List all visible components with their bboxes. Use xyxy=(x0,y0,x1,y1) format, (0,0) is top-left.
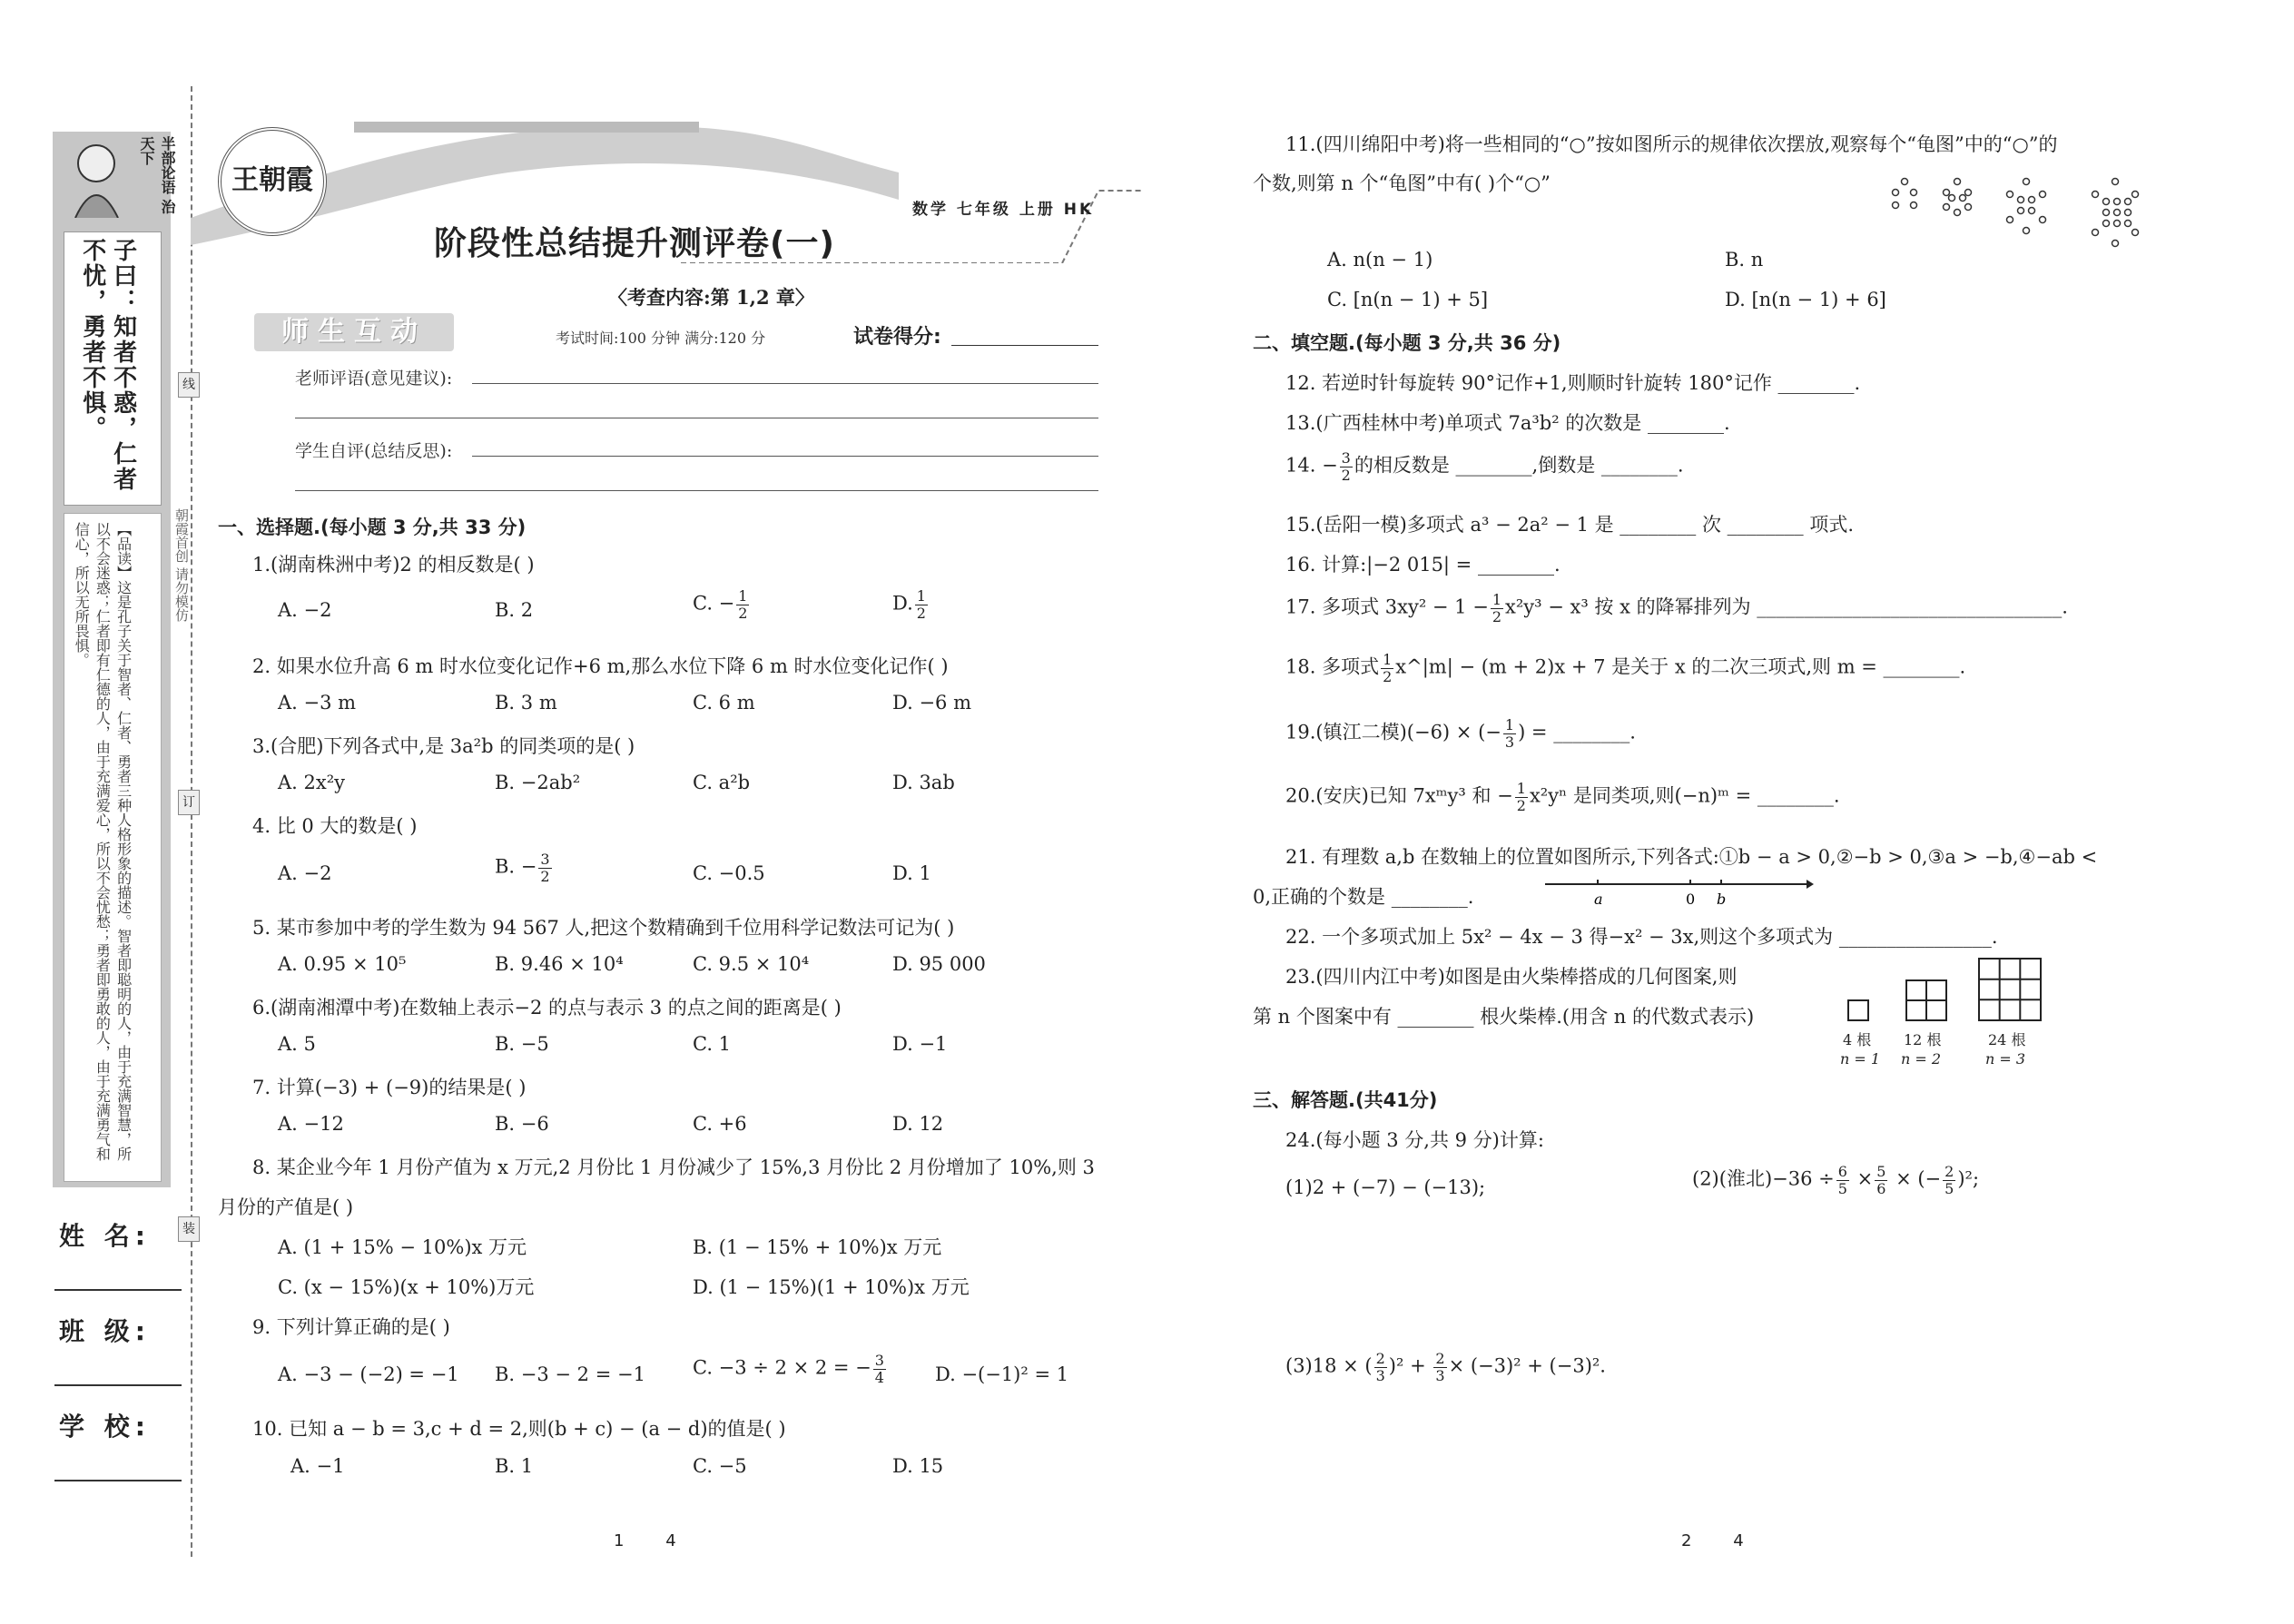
q6-d: D. −1 xyxy=(892,1033,948,1055)
motto-text: 子曰：知者不惑，仁者不忧，勇者不惧。 xyxy=(78,238,137,492)
q6-c: C. 1 xyxy=(693,1033,732,1055)
q19: 19.(镇江二模)(−6) × (− $\frac{1}{3}$ ) = ________. xyxy=(1285,716,1636,751)
q8-b: B. (1 − 15% + 10%)x 万元 xyxy=(693,1236,942,1258)
match-label-3: 24 根 xyxy=(1988,1031,2026,1048)
q10: 10. 已知 a − b = 3,c + d = 2,则(b + c) − (a − d)的值是( ) xyxy=(252,1418,786,1440)
q21: 21. 有理数 a,b 在数轴上的位置如图所示,下列各式:①b − a > 0,②−b > 0,③a > −b,④−ab < xyxy=(1285,846,2098,868)
class-label: 班 级: xyxy=(59,1316,151,1346)
q5-b: B. 9.46 × 10⁴ xyxy=(495,953,624,975)
q9-a: A. −3 − (−2) = −1 xyxy=(278,1363,459,1385)
axis-label-a: a xyxy=(1594,891,1603,908)
q8-a: A. (1 + 15% − 10%)x 万元 xyxy=(278,1236,527,1258)
subject-line: 数学 七年级 上册 HK xyxy=(912,201,1095,219)
q21-cont: 0,正确的个数是 ________. xyxy=(1253,886,1474,908)
q11-cont: 个数,则第 n 个“龟图”中有( )个“○” xyxy=(1253,172,1551,194)
q5-c: C. 9.5 × 10⁴ xyxy=(693,953,810,975)
q24-2: (2)(淮北)−36 ÷ $\frac{6}{5}$ × $\frac{5}{6}$ × (− $\frac{2}{5}$ )²; xyxy=(1692,1163,1980,1197)
q24: 24.(每小题 3 分,共 9 分)计算: xyxy=(1285,1129,1544,1151)
q3-b: B. −2ab² xyxy=(495,772,581,793)
q1-d: D. $\frac{1}{2}$ xyxy=(892,587,926,622)
name-field[interactable] xyxy=(54,1289,182,1291)
q7: 7. 计算(−3) + (−9)的结果是( ) xyxy=(252,1077,527,1098)
q10-a: A. −1 xyxy=(290,1455,345,1477)
side-note: 朝霞首创 请勿模仿 xyxy=(173,508,190,622)
q5: 5. 某市参加中考的学生数为 94 567 人,把这个数精确到千位用科学记数法可记为( ) xyxy=(252,917,955,939)
q1-a: A. −2 xyxy=(278,599,332,621)
q23-cont: 第 n 个图案中有 ________ 根火柴棒.(用含 n 的代数式表示) xyxy=(1253,1006,1755,1028)
q6-b: B. −5 xyxy=(495,1033,549,1055)
page-title: 阶段性总结提升测评卷(一) xyxy=(434,225,835,262)
axis-label-zero: 0 xyxy=(1686,891,1696,908)
student-comment-field[interactable] xyxy=(472,456,1098,457)
confucius-illustration xyxy=(62,136,134,218)
q13: 13.(广西桂林中考)单项式 7a³b² 的次数是 ________. xyxy=(1285,412,1730,434)
number-line xyxy=(1543,873,1816,910)
match-label-2: 12 根 xyxy=(1904,1031,1942,1048)
q4-b: B. − $\frac{3}{2}$ xyxy=(495,851,550,885)
exam-info: 考试时间:100 分钟 满分:120 分 xyxy=(556,330,766,347)
q9-c: C. −3 ÷ 2 × 2 = − $\frac{3}{4}$ xyxy=(693,1352,884,1386)
school-field[interactable] xyxy=(54,1480,182,1481)
q8-cont: 月份的产值是( ) xyxy=(218,1196,354,1218)
section1-heading: 一、选择题.(每小题 3 分,共 33 分) xyxy=(218,517,527,538)
score-label: 试卷得分: xyxy=(853,326,941,349)
q10-b: B. 1 xyxy=(495,1455,534,1477)
q3-d: D. 3ab xyxy=(892,772,955,793)
banner-text: 半部论语 治天下 xyxy=(138,136,176,214)
q7-d: D. 12 xyxy=(892,1113,944,1135)
q11: 11.(四川绵阳中考)将一些相同的“○”按如图所示的规律依次摆放,观察每个“龟图”中的“○”的 xyxy=(1285,133,2058,155)
q3-c: C. a²b xyxy=(693,772,751,793)
q5-d: D. 95 000 xyxy=(892,953,986,975)
q8: 8. 某企业今年 1 月份产值为 x 万元,2 月份比 1 月份减少了 15%,3 月份比 2 月份增加了 10%,则 3 xyxy=(252,1156,1095,1178)
q3: 3.(合肥)下列各式中,是 3a²b 的同类项的是( ) xyxy=(252,735,635,757)
class-field[interactable] xyxy=(54,1384,182,1386)
q24-1: (1)2 + (−7) − (−13); xyxy=(1285,1176,1486,1198)
match-n-1: n = 1 xyxy=(1840,1050,1881,1068)
q11-c: C. [n(n − 1) + 5] xyxy=(1327,289,1489,310)
q6-a: A. 5 xyxy=(278,1033,316,1055)
teacher-comment-label: 老师评语(意见建议): xyxy=(295,369,453,389)
binding-mark-top: 线 xyxy=(178,372,200,398)
q11-d: D. [n(n − 1) + 6] xyxy=(1725,289,1886,310)
q11-b: B. n xyxy=(1725,249,1764,271)
page-number-right: 2 4 xyxy=(1681,1531,1744,1550)
axis-label-b: b xyxy=(1717,891,1727,908)
q7-b: B. −6 xyxy=(495,1113,549,1135)
q22: 22. 一个多项式加上 5x² − 4x − 3 得−x² − 3x,则这个多项式为 ________________. xyxy=(1285,926,1998,948)
interaction-banner: 师生互动 xyxy=(254,313,454,351)
q2-d: D. −6 m xyxy=(892,692,971,714)
binding-mark-middle: 订 xyxy=(178,790,200,815)
section2-heading: 二、填空题.(每小题 3 分,共 36 分) xyxy=(1253,332,1561,354)
q2: 2. 如果水位升高 6 m 时水位变化记作+6 m,那么水位下降 6 m 时水位变化记作( ) xyxy=(252,655,949,677)
student-comment-label: 学生自评(总结反思): xyxy=(295,441,453,461)
q12: 12. 若逆时针每旋转 90°记作+1,则顺时针旋转 180°记作 ________. xyxy=(1285,372,1861,394)
matchstick-figures xyxy=(1843,953,2061,1026)
comment-text: 【品读】这是孔子关于智者、仁者、勇者三种人格形象的描述。智者即聪明的人，由于充满智慧，所以不会迷惑；仁者即有仁德的人，由于充满爱心，所以不会忧愁；勇者即勇敢的人，由于充满勇气和信心，所以无所畏惧。 xyxy=(73,522,133,1161)
comment-line-4[interactable] xyxy=(295,490,1098,491)
q23: 23.(四川内江中考)如图是由火柴棒搭成的几何图案,则 xyxy=(1285,966,1738,988)
q15: 15.(岳阳一模)多项式 a³ − 2a² − 1 是 ________ 次 ________ 项式. xyxy=(1285,514,1854,536)
q1-c: C. − $\frac{1}{2}$ xyxy=(693,587,748,622)
q18: 18. 多项式 $\frac{1}{2}$ x^|m| − (m + 2)x + 7 是关于 x 的二次三项式,则 m = ________. xyxy=(1285,651,1966,685)
section3-heading: 三、解答题.(共41分) xyxy=(1253,1089,1438,1111)
brand-logo: 王朝霞 xyxy=(218,127,327,236)
q8-d: D. (1 − 15%)(1 + 10%)x 万元 xyxy=(693,1276,970,1298)
q20: 20.(安庆)已知 7xᵐy³ 和 − $\frac{1}{2}$ x²yⁿ 是同类项,则(−n)ᵐ = ________. xyxy=(1285,780,1840,814)
page-number-left: 1 4 xyxy=(614,1531,676,1550)
q7-a: A. −12 xyxy=(278,1113,344,1135)
match-n-3: n = 3 xyxy=(1985,1050,2026,1068)
q1-b: B. 2 xyxy=(495,599,534,621)
q8-c: C. (x − 15%)(x + 10%)万元 xyxy=(278,1276,535,1298)
q1: 1.(湖南株洲中考)2 的相反数是( ) xyxy=(252,554,535,576)
q17: 17. 多项式 3xy² − 1 − $\frac{1}{2}$ x²y³ − x³ 按 x 的降幂排列为 ________________________________. xyxy=(1285,591,2068,625)
q2-c: C. 6 m xyxy=(693,692,755,714)
q4-c: C. −0.5 xyxy=(693,862,765,884)
q2-a: A. −3 m xyxy=(278,692,357,714)
binding-line xyxy=(191,86,192,1557)
q16: 16. 计算:|−2 015| = ________. xyxy=(1285,554,1561,576)
q24-3: (3)18 × ( $\frac{2}{3}$ )² + $\frac{2}{3}$ × (−3)² + (−3)². xyxy=(1285,1350,1606,1384)
q9: 9. 下列计算正确的是( ) xyxy=(252,1316,450,1338)
q6: 6.(湖南湘潭中考)在数轴上表示−2 的点与表示 3 的点之间的距离是( ) xyxy=(252,997,842,1019)
q5-a: A. 0.95 × 10⁵ xyxy=(278,953,407,975)
school-label: 学 校: xyxy=(59,1412,151,1442)
q14: 14. − $\frac{3}{2}$ 的相反数是 ________,倒数是 ________. xyxy=(1285,449,1684,484)
q3-a: A. 2x²y xyxy=(278,772,346,793)
q9-b: B. −3 − 2 = −1 xyxy=(495,1363,645,1385)
match-label-1: 4 根 xyxy=(1843,1031,1872,1048)
turtle-figures xyxy=(1888,174,2179,256)
content-scope: 〈考查内容:第 1,2 章〉 xyxy=(608,286,814,309)
q4-a: A. −2 xyxy=(278,862,332,884)
q10-d: D. 15 xyxy=(892,1455,944,1477)
q10-c: C. −5 xyxy=(693,1455,747,1477)
q4-d: D. 1 xyxy=(892,862,931,884)
score-field[interactable] xyxy=(951,345,1098,346)
q7-c: C. +6 xyxy=(693,1113,747,1135)
q2-b: B. 3 m xyxy=(495,692,557,714)
name-label: 姓 名: xyxy=(59,1221,151,1251)
match-n-2: n = 2 xyxy=(1901,1050,1942,1068)
q4: 4. 比 0 大的数是( ) xyxy=(252,815,418,837)
binding-mark-bottom: 装 xyxy=(178,1216,200,1242)
q11-a: A. n(n − 1) xyxy=(1327,249,1433,271)
teacher-comment-field[interactable] xyxy=(472,383,1098,384)
q9-d: D. −(−1)² = 1 xyxy=(935,1363,1069,1385)
